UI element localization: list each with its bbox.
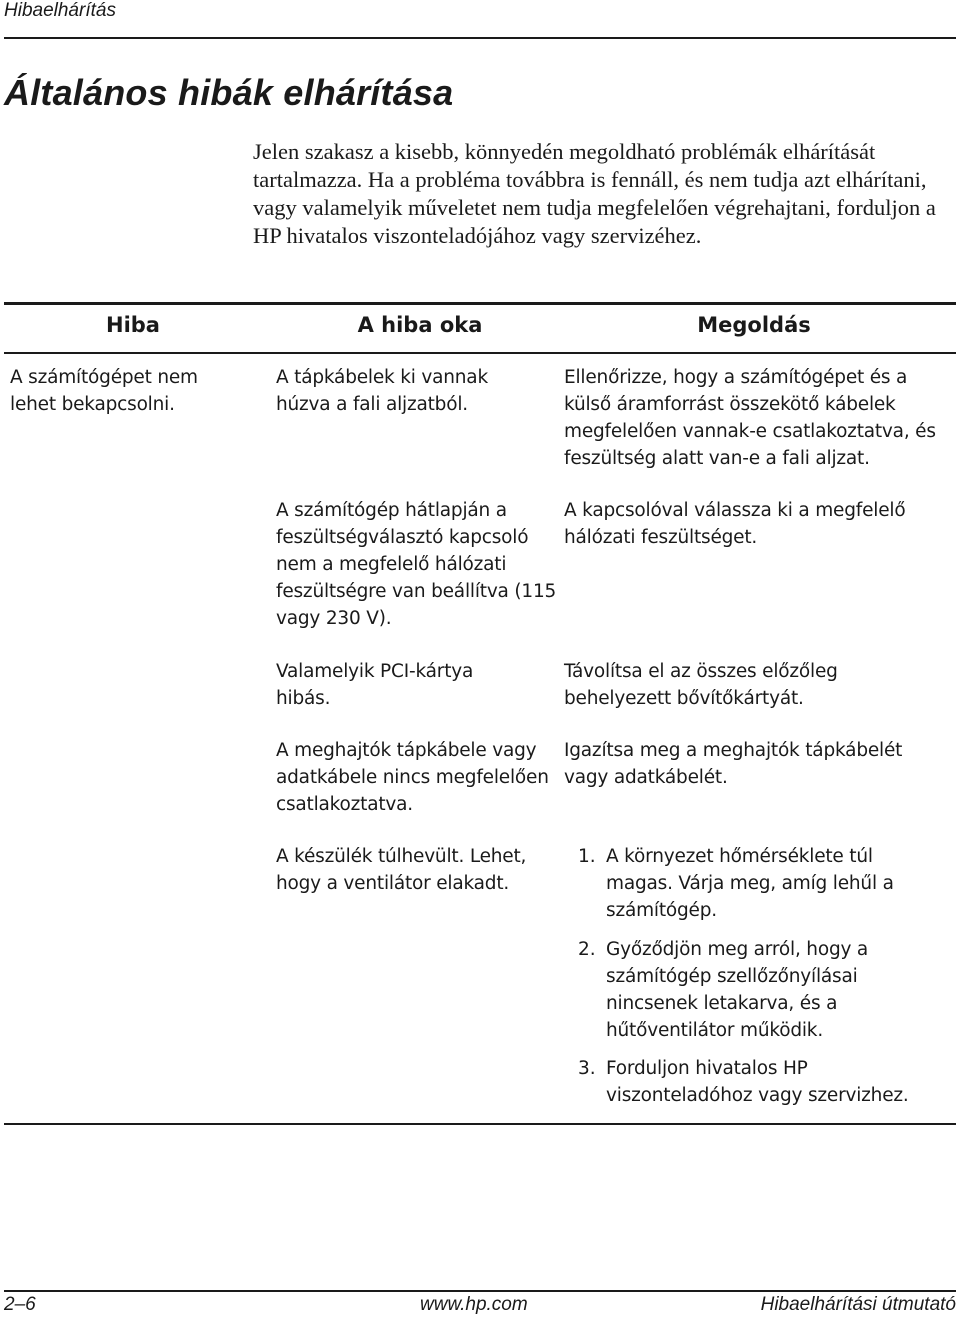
footer-url: www.hp.com <box>420 1294 528 1315</box>
step-text: Forduljon hivatalos HP viszonteladóhoz vagy szervizhez. <box>606 1058 909 1106</box>
problem-cell: A számítógépet nem lehet bekapcsolni. <box>10 367 198 415</box>
footer-guide-title: Hibaelhárítási útmutató <box>760 1294 956 1315</box>
cause-cell: A számítógép hátlapján a feszültségválasztó kapcsoló nem a megfelelő hálózati feszültségre van beállítva (115 vagy 230 V). <box>276 500 557 629</box>
cause-cell: Valamelyik PCI-kártya hibás. <box>276 661 474 709</box>
column-header-solution: Megoldás <box>697 313 811 337</box>
cause-cell: A tápkábelek ki vannak húzva a fali aljzatból. <box>276 367 488 415</box>
solution-cell: Igazítsa meg a meghajtók tápkábelét vagy adatkábelét. <box>564 740 903 788</box>
step-number: 1. <box>578 846 596 867</box>
page-title: Általános hibák elhárítása <box>4 72 454 113</box>
header-rule <box>4 37 956 39</box>
step-text: Győződjön meg arról, hogy a számítógép szellőzőnyílásai nincsenek letakarva, és a hűtőventilátor működik. <box>606 939 869 1041</box>
table-top-rule <box>4 302 956 305</box>
step-text: A környezet hőmérséklete túl magas. Várja meg, amíg lehűl a számítógép. <box>606 846 894 921</box>
table-bottom-rule <box>4 1123 956 1125</box>
step-number: 3. <box>578 1058 596 1079</box>
cause-cell: A készülék túlhevült. Lehet, hogy a ventilátor elakadt. <box>276 846 527 894</box>
footer-rule <box>4 1290 956 1292</box>
step-number: 2. <box>578 939 596 960</box>
solution-cell: Ellenőrizze, hogy a számítógépet és a külső áramforrást összekötő kábelek megfelelően vannak-e csatlakoztatva, és feszültség alatt van-e a fali aljzat. <box>564 367 936 469</box>
solution-cell: Távolítsa el az összes előzőleg behelyezett bővítőkártyát. <box>564 661 838 709</box>
cause-cell: A meghajtók tápkábele vagy adatkábele nincs megfelelően csatlakoztatva. <box>276 740 549 815</box>
column-header-problem: Hiba <box>106 313 160 337</box>
solution-cell: A kapcsolóval válassza ki a megfelelő hálózati feszültséget. <box>564 500 906 548</box>
page-number: 2–6 <box>4 1294 36 1315</box>
intro-paragraph: Jelen szakasz a kisebb, könnyedén megoldható problémák elhárítását tartalmazza. Ha a probléma továbbra is fennáll, és nem tudja azt elhárítani, vagy valamelyik műveletet nem tudja megfelelően végrehajtani, forduljon a HP hivatalos viszonteladójához vagy szervizéhez. <box>253 139 936 248</box>
table-header-rule <box>4 352 956 354</box>
running-header: Hibaelhárítás <box>4 0 116 21</box>
column-header-cause: A hiba oka <box>357 313 483 337</box>
